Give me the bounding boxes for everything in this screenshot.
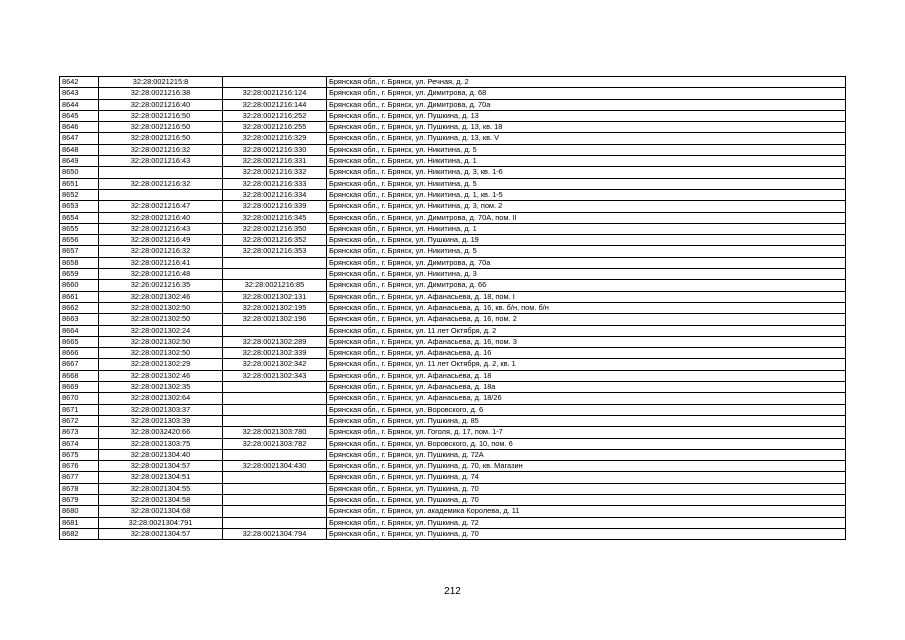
row-number-cell: 8657: [60, 246, 99, 257]
row-number-cell: 8680: [60, 506, 99, 517]
object-cadastral-number-cell: 32:28:0021304:430: [223, 461, 327, 472]
address-cell: Брянская обл., г. Брянск, ул. Пушкина, д. 13: [327, 110, 846, 121]
address-cell: Брянская обл., г. Брянск, ул. Афанасьева, д. 18, пом. I: [327, 291, 846, 302]
table-row: [60, 291, 846, 302]
table-row: [60, 201, 846, 212]
object-cadastral-number-cell: 32:28:0021303:782: [223, 438, 327, 449]
object-cadastral-number-cell: 32:28:0021216:330: [223, 144, 327, 155]
address-cell: Брянская обл., г. Брянск, ул. Речная, д. 2: [327, 77, 846, 88]
object-cadastral-number-cell: 32:28:0021216:350: [223, 223, 327, 234]
table-row: [60, 110, 846, 121]
cadastral-number-cell: 32:28:0021304:40: [99, 449, 223, 460]
table-row: [60, 494, 846, 505]
table-row: [60, 257, 846, 268]
row-number-cell: 8656: [60, 235, 99, 246]
table-row: [60, 246, 846, 257]
row-number-cell: 8677: [60, 472, 99, 483]
row-number-cell: 8647: [60, 133, 99, 144]
object-cadastral-number-cell: [223, 517, 327, 528]
address-cell: Брянская обл., г. Брянск, ул. Никитина, д. 5: [327, 246, 846, 257]
cadastral-number-cell: [99, 167, 223, 178]
table-row: [60, 302, 846, 313]
object-cadastral-number-cell: 32:28:0021302:289: [223, 336, 327, 347]
cadastral-number-cell: 32:28:0021302:35: [99, 382, 223, 393]
cadastral-number-cell: 32:28:0021304:51: [99, 472, 223, 483]
object-cadastral-number-cell: 32:28:0021302:343: [223, 370, 327, 381]
object-cadastral-number-cell: 32:28:0021216:331: [223, 156, 327, 167]
address-cell: Брянская обл., г. Брянск, ул. Никитина, д. 5: [327, 178, 846, 189]
address-cell: Брянская обл., г. Брянск, ул. Пушкина, д. 72: [327, 517, 846, 528]
table-row: [60, 348, 846, 359]
address-cell: Брянская обл., г. Брянск, ул. Никитина, д. 3, пом. 2: [327, 201, 846, 212]
page-number: 212: [444, 586, 461, 597]
cadastral-number-cell: 32:28:0021303:75: [99, 438, 223, 449]
object-cadastral-number-cell: [223, 494, 327, 505]
cadastral-number-cell: 32:28:0021216:40: [99, 212, 223, 223]
address-cell: Брянская обл., г. Брянск, ул. Никитина, д. 3: [327, 269, 846, 280]
cadastral-number-cell: 32:28:0021216:40: [99, 99, 223, 110]
object-cadastral-number-cell: [223, 449, 327, 460]
row-number-cell: 8667: [60, 359, 99, 370]
cadastral-registry-table: [59, 76, 846, 540]
address-cell: Брянская обл., г. Брянск, ул. Воровского, д. 10, пом. 6: [327, 438, 846, 449]
cadastral-number-cell: 32:28:0021216:50: [99, 133, 223, 144]
cadastral-number-cell: 32:28:0021216:32: [99, 178, 223, 189]
object-cadastral-number-cell: [223, 472, 327, 483]
address-cell: Брянская обл., г. Брянск, ул. Никитина, д. 1: [327, 156, 846, 167]
object-cadastral-number-cell: 32:28:0021302:196: [223, 314, 327, 325]
object-cadastral-number-cell: [223, 393, 327, 404]
row-number-cell: 8681: [60, 517, 99, 528]
row-number-cell: 8675: [60, 449, 99, 460]
row-number-cell: 8666: [60, 348, 99, 359]
cadastral-number-cell: 32:28:0021304:791: [99, 517, 223, 528]
object-cadastral-number-cell: 32:28:0021216:333: [223, 178, 327, 189]
address-cell: Брянская обл., г. Брянск, ул. Димитрова, д. 70а: [327, 99, 846, 110]
cadastral-number-cell: 32:28:0021302:50: [99, 336, 223, 347]
cadastral-number-cell: 32:28:0021304:57: [99, 461, 223, 472]
table-row: [60, 336, 846, 347]
cadastral-number-cell: 32:28:0021216:50: [99, 122, 223, 133]
table-row: [60, 483, 846, 494]
cadastral-number-cell: 32:28:0021302:50: [99, 302, 223, 313]
object-cadastral-number-cell: 32:28:0021302:339: [223, 348, 327, 359]
object-cadastral-number-cell: [223, 415, 327, 426]
object-cadastral-number-cell: 32:28:0021216:329: [223, 133, 327, 144]
address-cell: Брянская обл., г. Брянск, ул. Пушкина, д. 70: [327, 483, 846, 494]
cadastral-number-cell: 32:28:0021215:8: [99, 77, 223, 88]
address-cell: Брянская обл., г. Брянск, ул. Никитина, д. 3, кв. 1-6: [327, 167, 846, 178]
table-row: [60, 144, 846, 155]
row-number-cell: 8654: [60, 212, 99, 223]
address-cell: Брянская обл., г. Брянск, ул. Пушкина, д. 74: [327, 472, 846, 483]
table-row: [60, 393, 846, 404]
table-row: [60, 404, 846, 415]
cadastral-number-cell: 32:28:0021216:32: [99, 246, 223, 257]
row-number-cell: 8678: [60, 483, 99, 494]
registry-table-body: [60, 77, 846, 540]
object-cadastral-number-cell: [223, 483, 327, 494]
table-row: [60, 382, 846, 393]
address-cell: Брянская обл., г. Брянск, ул. Пушкина, д. 13, кв. V: [327, 133, 846, 144]
table-row: [60, 449, 846, 460]
row-number-cell: 8676: [60, 461, 99, 472]
row-number-cell: 8671: [60, 404, 99, 415]
address-cell: Брянская обл., г. Брянск, ул. Афанасьева, д. 18/26: [327, 393, 846, 404]
table-row: [60, 325, 846, 336]
object-cadastral-number-cell: 32:28:0021216:255: [223, 122, 327, 133]
row-number-cell: 8663: [60, 314, 99, 325]
address-cell: Брянская обл., г. Брянск, ул. Пушкина, д. 70: [327, 494, 846, 505]
table-row: [60, 461, 846, 472]
table-row: [60, 359, 846, 370]
row-number-cell: 8670: [60, 393, 99, 404]
row-number-cell: 8649: [60, 156, 99, 167]
address-cell: Брянская обл., г. Брянск, ул. Никитина, д. 1: [327, 223, 846, 234]
cadastral-number-cell: 32:26:0021216:35: [99, 280, 223, 291]
row-number-cell: 8648: [60, 144, 99, 155]
row-number-cell: 8682: [60, 528, 99, 539]
cadastral-number-cell: 32:28:0021216:50: [99, 110, 223, 121]
cadastral-number-cell: 32:28:0021216:47: [99, 201, 223, 212]
object-cadastral-number-cell: 32:28:0021216:353: [223, 246, 327, 257]
object-cadastral-number-cell: 32:28:0021216:252: [223, 110, 327, 121]
row-number-cell: 8672: [60, 415, 99, 426]
row-number-cell: 8653: [60, 201, 99, 212]
cadastral-number-cell: 32:28:0021304:55: [99, 483, 223, 494]
row-number-cell: 8674: [60, 438, 99, 449]
row-number-cell: 8642: [60, 77, 99, 88]
table-row: [60, 280, 846, 291]
row-number-cell: 8643: [60, 88, 99, 99]
cadastral-number-cell: 32:28:0021216:43: [99, 223, 223, 234]
address-cell: Брянская обл., г. Брянск, ул. Никитина, д. 5: [327, 144, 846, 155]
cadastral-number-cell: 32:28:0021302:64: [99, 393, 223, 404]
table-row: [60, 235, 846, 246]
table-row: [60, 99, 846, 110]
cadastral-number-cell: 32:28:0021304:68: [99, 506, 223, 517]
object-cadastral-number-cell: 32:28:0021302:342: [223, 359, 327, 370]
address-cell: Брянская обл., г. Брянск, ул. Димитрова, д. 70А, пом. II: [327, 212, 846, 223]
table-row: [60, 133, 846, 144]
table-row: [60, 88, 846, 99]
cadastral-number-cell: 32:28:0021302:46: [99, 291, 223, 302]
table-row: [60, 178, 846, 189]
row-number-cell: 8668: [60, 370, 99, 381]
object-cadastral-number-cell: 32:28:0021216:339: [223, 201, 327, 212]
cadastral-number-cell: 32:28:0021304:58: [99, 494, 223, 505]
row-number-cell: 8669: [60, 382, 99, 393]
address-cell: Брянская обл., г. Брянск, ул. Димитрова, д. 68: [327, 88, 846, 99]
table-row: [60, 438, 846, 449]
table-row: [60, 223, 846, 234]
row-number-cell: 8664: [60, 325, 99, 336]
address-cell: Брянская обл., г. Брянск, ул. Пушкина, д. 70: [327, 528, 846, 539]
object-cadastral-number-cell: [223, 404, 327, 415]
object-cadastral-number-cell: [223, 257, 327, 268]
cadastral-number-cell: 32:28:0021302:46: [99, 370, 223, 381]
row-number-cell: 8644: [60, 99, 99, 110]
table-row: [60, 167, 846, 178]
cadastral-number-cell: 32:28:0021303:37: [99, 404, 223, 415]
address-cell: Брянская обл., г. Брянск, ул. Пушкина, д. 19: [327, 235, 846, 246]
address-cell: Брянская обл., г. Брянск, ул. Афанасьева, д. 18: [327, 370, 846, 381]
table-row: [60, 370, 846, 381]
row-number-cell: 8645: [60, 110, 99, 121]
address-cell: Брянская обл., г. Брянск, ул. Воровского, д. 6: [327, 404, 846, 415]
table-row: [60, 517, 846, 528]
table-row: [60, 122, 846, 133]
object-cadastral-number-cell: 32:28:0021216:345: [223, 212, 327, 223]
cadastral-number-cell: 32:28:0021302:29: [99, 359, 223, 370]
object-cadastral-number-cell: 32:28:0021302:195: [223, 302, 327, 313]
address-cell: Брянская обл., г. Брянск, ул. Афанасьева, д. 16, кв. б/н, пом. б/н: [327, 302, 846, 313]
table-row: [60, 156, 846, 167]
row-number-cell: 8665: [60, 336, 99, 347]
object-cadastral-number-cell: 32:28:0021216:144: [223, 99, 327, 110]
object-cadastral-number-cell: [223, 506, 327, 517]
table-row: [60, 269, 846, 280]
row-number-cell: 8650: [60, 167, 99, 178]
table-row: [60, 77, 846, 88]
cadastral-number-cell: 32:28:0021302:24: [99, 325, 223, 336]
object-cadastral-number-cell: 32:28:0021216:332: [223, 167, 327, 178]
object-cadastral-number-cell: [223, 269, 327, 280]
object-cadastral-number-cell: 32:28:0021216:334: [223, 189, 327, 200]
row-number-cell: 8646: [60, 122, 99, 133]
row-number-cell: 8655: [60, 223, 99, 234]
table-row: [60, 506, 846, 517]
address-cell: Брянская обл., г. Брянск, ул. Никитина, д. 1, кв. 1-5: [327, 189, 846, 200]
row-number-cell: 8679: [60, 494, 99, 505]
address-cell: Брянская обл., г. Брянск, ул. Афанасьева, д. 18а: [327, 382, 846, 393]
address-cell: Брянская обл., г. Брянск, ул. Афанасьева, д. 16: [327, 348, 846, 359]
cadastral-number-cell: 32:28:0032420:66: [99, 427, 223, 438]
object-cadastral-number-cell: 32:28:0021302:131: [223, 291, 327, 302]
row-number-cell: 8652: [60, 189, 99, 200]
address-cell: Брянская обл., г. Брянск, ул. Афанасьева, д. 16, пом. 2: [327, 314, 846, 325]
row-number-cell: 8661: [60, 291, 99, 302]
object-cadastral-number-cell: 32:28:0021216:352: [223, 235, 327, 246]
row-number-cell: 8662: [60, 302, 99, 313]
row-number-cell: 8658: [60, 257, 99, 268]
address-cell: Брянская обл., г. Брянск, ул. Пушкина, д. 85: [327, 415, 846, 426]
address-cell: Брянская обл., г. Брянск, ул. Пушкина, д. 72А: [327, 449, 846, 460]
table-row: [60, 212, 846, 223]
address-cell: Брянская обл., г. Брянск, ул. академика Королева, д. 11: [327, 506, 846, 517]
object-cadastral-number-cell: 32:28:0021303:780: [223, 427, 327, 438]
address-cell: Брянская обл., г. Брянск, ул. 11 лет Октября, д. 2: [327, 325, 846, 336]
cadastral-number-cell: 32:28:0021216:43: [99, 156, 223, 167]
table-row: [60, 189, 846, 200]
object-cadastral-number-cell: 32:28:0021304:794: [223, 528, 327, 539]
row-number-cell: 8659: [60, 269, 99, 280]
address-cell: Брянская обл., г. Брянск, ул. Димитрова, д. 70а: [327, 257, 846, 268]
address-cell: Брянская обл., г. Брянск, ул. Димитрова, д. 66: [327, 280, 846, 291]
cadastral-number-cell: 32:28:0021303:39: [99, 415, 223, 426]
address-cell: Брянская обл., г. Брянск, ул. Пушкина, д. 70, кв. Магазин: [327, 461, 846, 472]
table-row: [60, 415, 846, 426]
cadastral-number-cell: 32:28:0021302:50: [99, 314, 223, 325]
row-number-cell: 8660: [60, 280, 99, 291]
object-cadastral-number-cell: [223, 77, 327, 88]
row-number-cell: 8673: [60, 427, 99, 438]
address-cell: Брянская обл., г. Брянск, ул. 11 лет Октября, д. 2, кв. 1: [327, 359, 846, 370]
row-number-cell: 8651: [60, 178, 99, 189]
object-cadastral-number-cell: 32:28:0021216:85: [223, 280, 327, 291]
address-cell: Брянская обл., г. Брянск, ул. Афанасьева, д. 16, пом. 3: [327, 336, 846, 347]
cadastral-number-cell: 32:28:0021216:32: [99, 144, 223, 155]
table-row: [60, 528, 846, 539]
object-cadastral-number-cell: 32:28:0021216:124: [223, 88, 327, 99]
cadastral-number-cell: 32:28:0021216:41: [99, 257, 223, 268]
object-cadastral-number-cell: [223, 325, 327, 336]
cadastral-number-cell: 32:28:0021216:49: [99, 235, 223, 246]
table-row: [60, 314, 846, 325]
cadastral-number-cell: 32:28:0021304:57: [99, 528, 223, 539]
table-row: [60, 427, 846, 438]
address-cell: Брянская обл., г. Брянск, ул. Пушкина, д. 13, кв. 18: [327, 122, 846, 133]
address-cell: Брянская обл., г. Брянск, ул. Гоголя, д. 17, пом. 1-7: [327, 427, 846, 438]
cadastral-number-cell: [99, 189, 223, 200]
cadastral-number-cell: 32:28:0021216:38: [99, 88, 223, 99]
object-cadastral-number-cell: [223, 382, 327, 393]
cadastral-number-cell: 32:28:0021302:50: [99, 348, 223, 359]
table-row: [60, 472, 846, 483]
cadastral-number-cell: 32:28:0021216:48: [99, 269, 223, 280]
